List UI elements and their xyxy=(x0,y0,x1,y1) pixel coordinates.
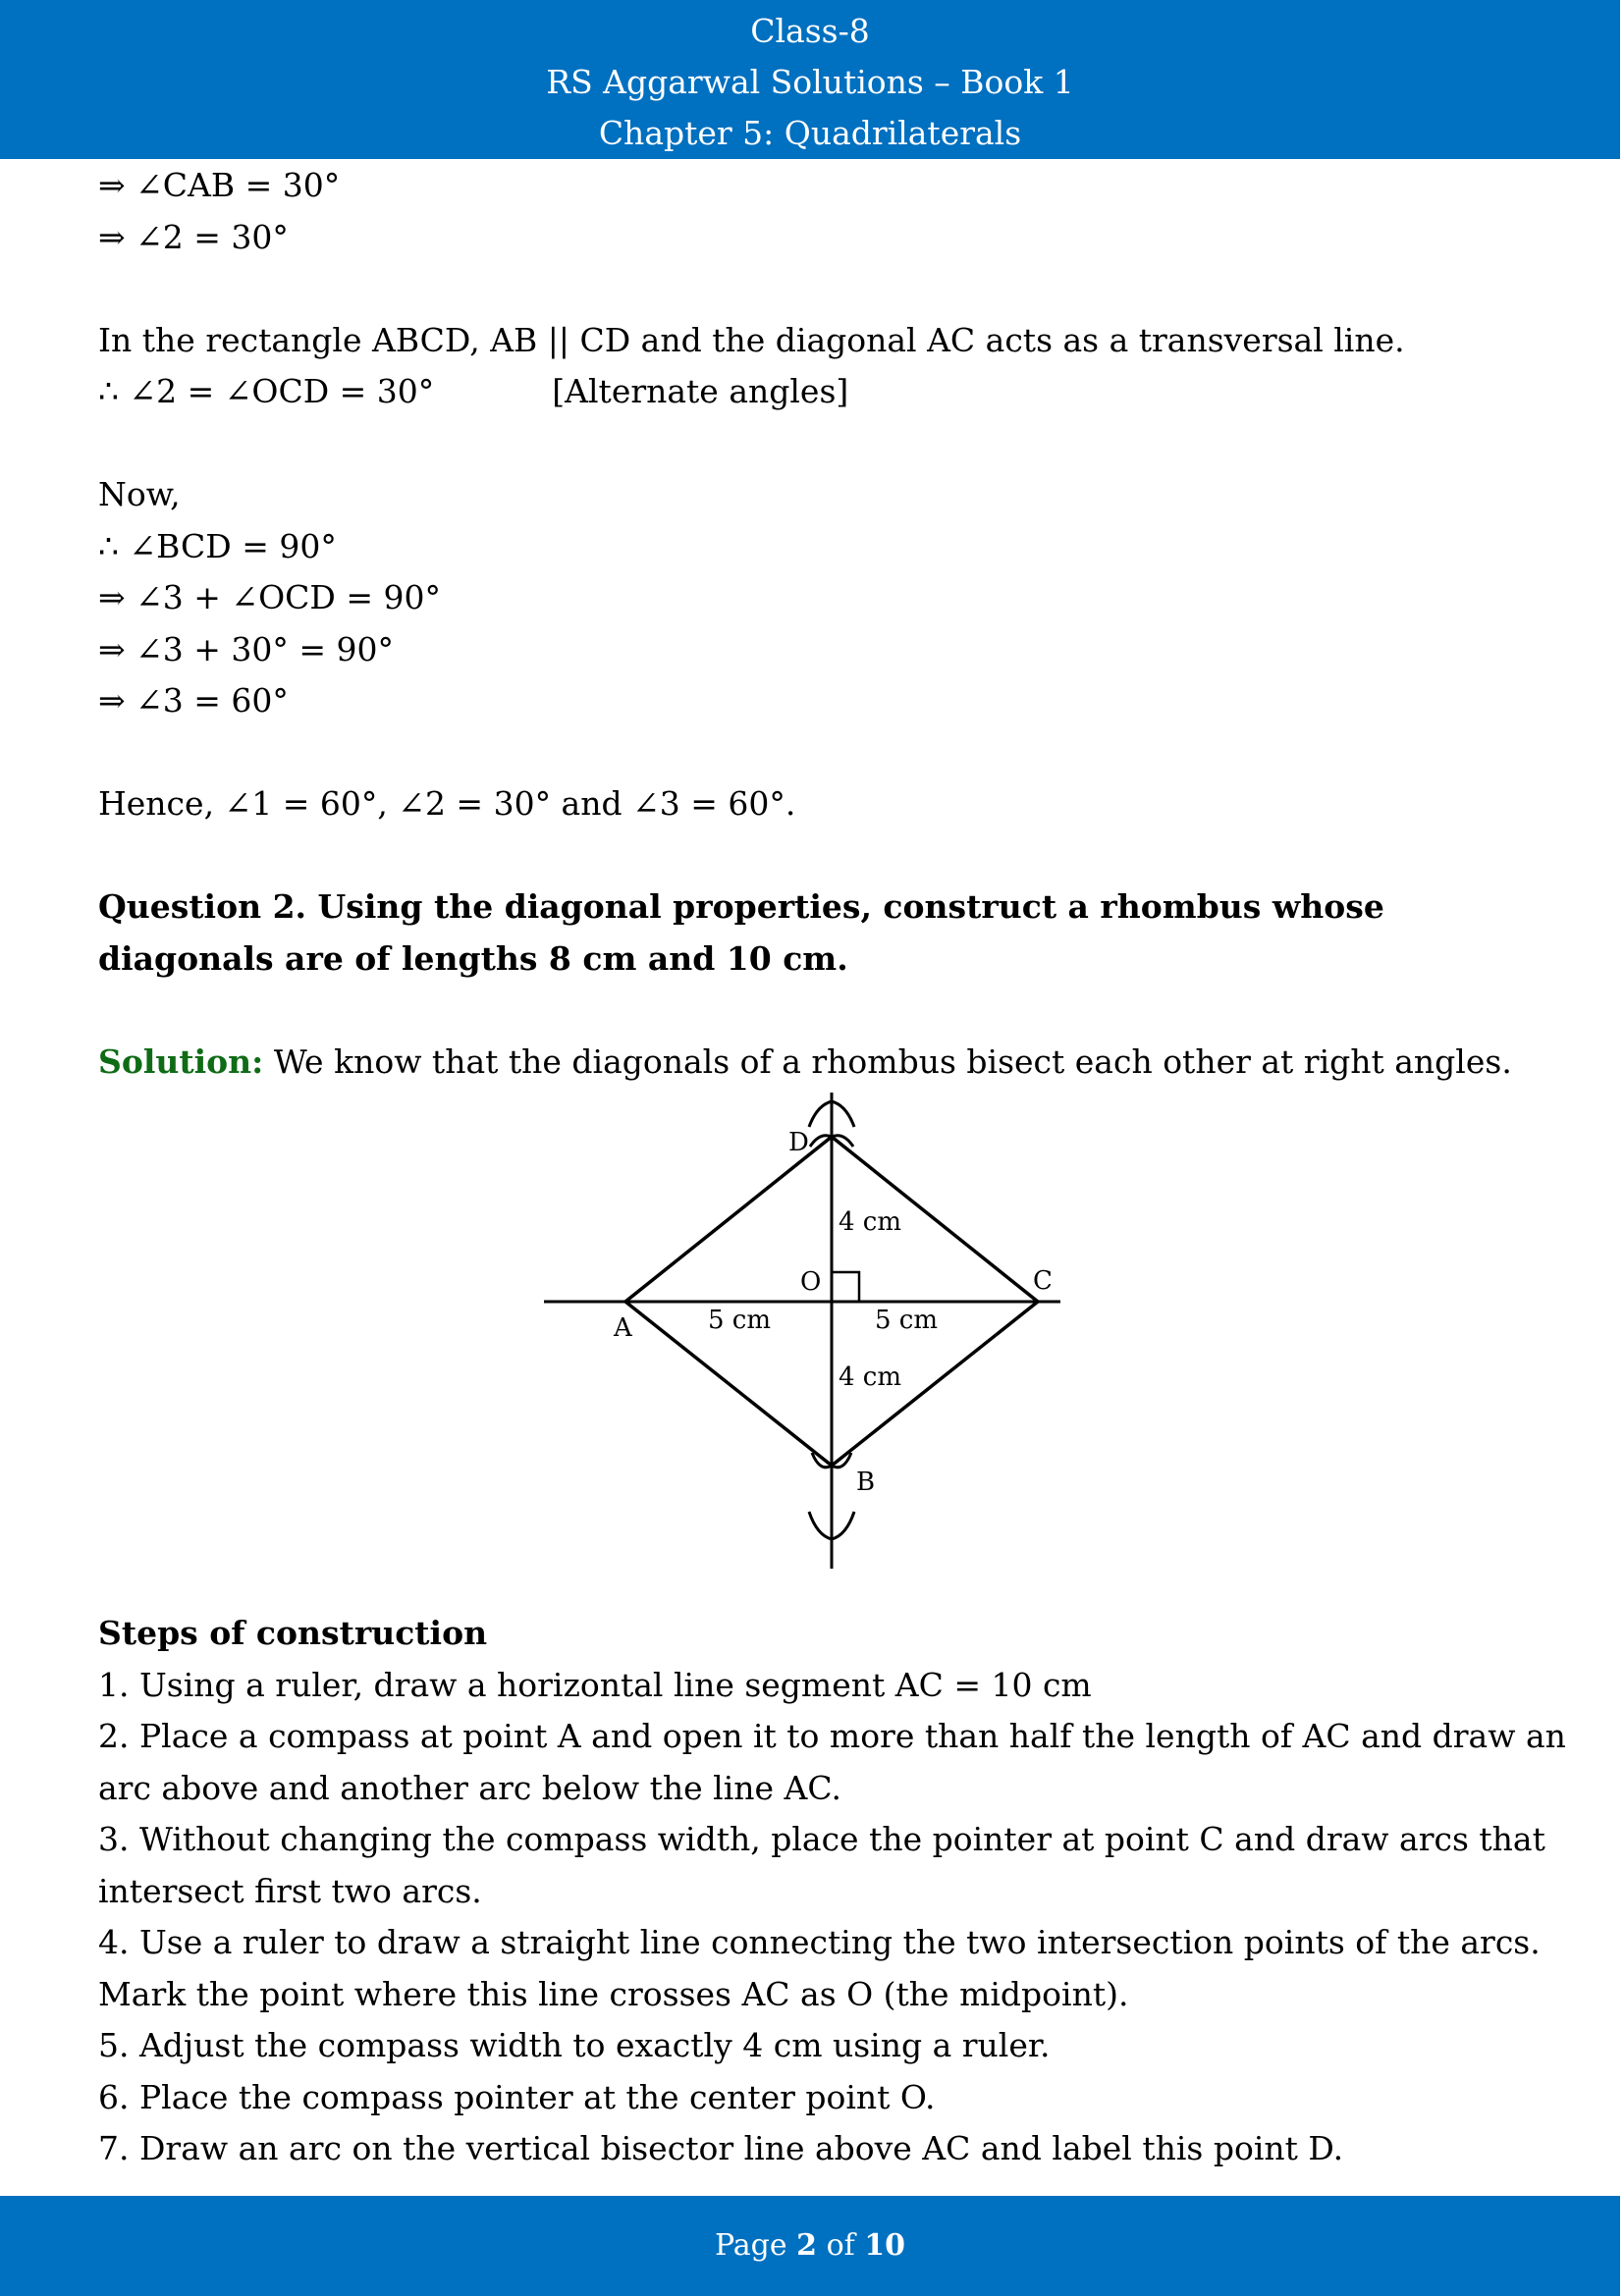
current-page: 2 xyxy=(796,2228,818,2263)
right-angle-mark xyxy=(832,1272,859,1302)
step-line: 4. Use a ruler to draw a straight line connecting the two intersection points of the arcs. xyxy=(98,1923,1541,1961)
step-line: 7. Draw an arc on the vertical bisector line above AC and label this point D. xyxy=(98,2129,1344,2167)
step-line: 2. Place a compass at point A and open it to more than half the length of AC and draw an xyxy=(98,1717,1566,1755)
solution-line xyxy=(98,1037,1532,1089)
text-line: In the rectangle ABCD, AB || CD and the diagonal AC acts as a transversal line. xyxy=(98,320,1405,359)
alternate-angle-statement: ∴ ∠2 = ∠OCD = 30° xyxy=(98,372,435,410)
label-b: B xyxy=(856,1468,876,1497)
step-line: intersect first two arcs. xyxy=(98,1871,482,1910)
conclusion-line: Hence, ∠1 = 60°, ∠2 = 30° and ∠3 = 60°. xyxy=(98,784,796,823)
label-o: O xyxy=(800,1267,822,1297)
total-pages: 10 xyxy=(864,2228,906,2263)
header-class: Class-8 xyxy=(750,12,870,50)
label-c: C xyxy=(1033,1266,1053,1296)
text-line: Now, xyxy=(98,475,181,513)
step-line: 3. Without changing the compass width, place the pointer at point C and draw arcs that xyxy=(98,1820,1545,1858)
step-line: 5. Adjust the compass width to exactly 4 cm using a ruler. xyxy=(98,2026,1051,2064)
label-a: A xyxy=(614,1313,632,1343)
label-ob-length: 4 cm xyxy=(839,1362,902,1392)
question-heading: Question 2. Using the diagonal properties, construct a rhombus whose diagonals are of lengths 8 cm and 10 cm. xyxy=(98,887,1384,978)
label-od-length: 4 cm xyxy=(839,1207,902,1237)
rhombus-figure xyxy=(98,1088,1532,1608)
header-book: RS Aggarwal Solutions – Book 1 xyxy=(546,63,1074,101)
steps-heading: Steps of construction xyxy=(98,1614,488,1652)
rhombus-construction-diagram xyxy=(432,1088,1060,1608)
footer-prefix: Page xyxy=(714,2228,797,2263)
arc-top-right xyxy=(832,1101,854,1127)
page-header xyxy=(0,0,1620,159)
step-line: 6. Place the compass pointer at the center point O. xyxy=(98,2077,936,2116)
math-line: ⇒ ∠3 = 60° xyxy=(98,681,289,720)
math-line: ∴ ∠BCD = 90° xyxy=(98,526,337,565)
arc-top-left xyxy=(809,1101,832,1127)
math-line: ⇒ ∠3 + 30° = 90° xyxy=(98,629,395,668)
solution-text: We know that the diagonals of a rhombus bisect each other at right angles. xyxy=(263,1041,1512,1081)
reason-note: [Alternate angles] xyxy=(552,372,849,410)
step-line: Mark the point where this line crosses AC as O (the midpoint). xyxy=(98,1974,1129,2013)
label-d: D xyxy=(788,1128,809,1157)
arc-bottom-right xyxy=(832,1512,854,1539)
label-oc-length: 5 cm xyxy=(875,1306,939,1335)
step-line: 1. Using a ruler, draw a horizontal line segment AC = 10 cm xyxy=(98,1665,1092,1704)
math-line xyxy=(98,366,1532,418)
solution-label: Solution: xyxy=(98,1041,264,1081)
page-content xyxy=(98,160,1566,2175)
footer-middle: of xyxy=(817,2228,865,2263)
math-line: ⇒ ∠CAB = 30° xyxy=(98,166,341,204)
math-line: ⇒ ∠3 + ∠OCD = 90° xyxy=(98,578,441,616)
arc-bottom-left xyxy=(809,1512,832,1539)
page-footer xyxy=(0,2196,1620,2296)
header-chapter: Chapter 5: Quadrilaterals xyxy=(598,114,1022,152)
label-ao-length: 5 cm xyxy=(708,1306,772,1335)
step-line: arc above and another arc below the line AC. xyxy=(98,1768,841,1807)
math-line: ⇒ ∠2 = 30° xyxy=(98,217,289,256)
